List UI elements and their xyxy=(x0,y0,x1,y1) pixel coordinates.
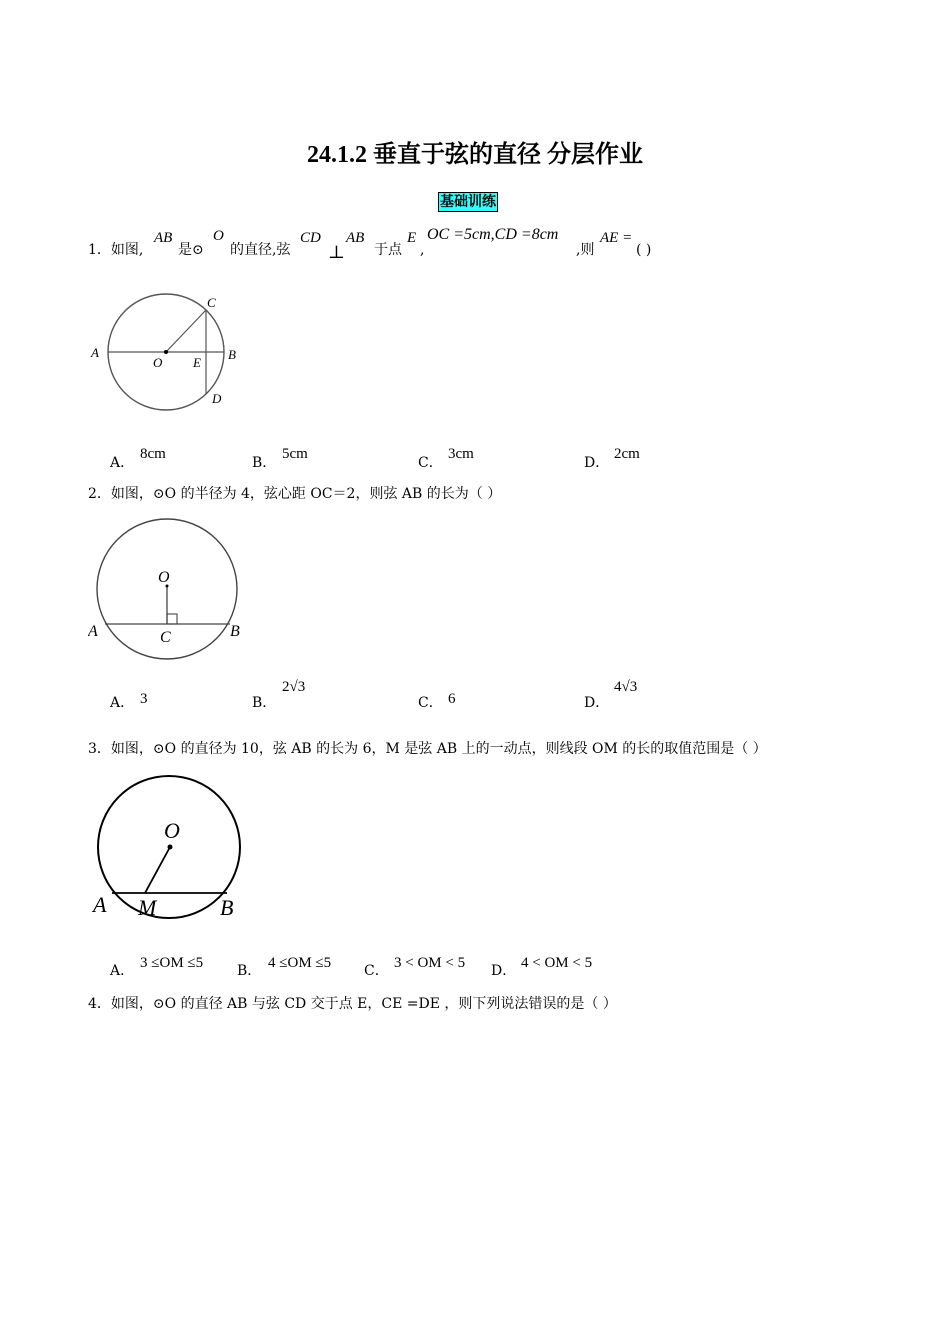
question-4-text: 4．如图，⊙O 的直径 AB 与弦 CD 交于点 E，CE =DE ，则下列说法错误的是（ ） xyxy=(88,996,617,1012)
q3-figure xyxy=(88,770,253,920)
q2-option-b-label: B． xyxy=(252,695,277,711)
q2-right-angle xyxy=(167,614,177,624)
q3-option-d-label: D． xyxy=(491,963,517,979)
question-3-text: 3．如图，⊙O 的直径为 10，弦 AB 的长为 6，M 是弦 AB 上的一动点，则线段 OM 的长的取值范围是（ ） xyxy=(88,741,767,757)
q2-option-b-value: 2√3 xyxy=(282,679,306,695)
q1-e: E xyxy=(407,230,417,246)
q1-label-a: A xyxy=(91,345,99,360)
q1-ae: AE = xyxy=(600,230,633,246)
question-1-number: 1．如图, xyxy=(88,242,144,258)
q3-option-b-label: B． xyxy=(237,963,262,979)
q2-figure xyxy=(88,514,248,669)
q3-label-m: M xyxy=(138,895,157,920)
q1-text-1: 是⊙ xyxy=(178,242,204,258)
q1-label-b: B xyxy=(228,347,236,362)
page-title: 24.1.2 垂直于弦的直径 分层作业 xyxy=(307,142,643,168)
q3-label-o: O xyxy=(164,818,180,843)
q1-text-2: 的直径,弦 xyxy=(230,242,291,258)
q3-option-a-label: A． xyxy=(110,963,135,979)
q1-option-b-label: B． xyxy=(252,455,277,471)
q1-perp: ⊥ xyxy=(328,242,345,262)
question-2-text: 2．如图，⊙O 的半径为 4，弦心距 OC＝2，则弦 AB 的长为（ ） xyxy=(88,486,502,502)
q1-radius-oc xyxy=(166,310,206,352)
q3-option-c-value: 3 < OM < 5 xyxy=(394,955,466,971)
q3-label-b: B xyxy=(220,895,234,920)
q1-option-b-value: 5cm xyxy=(282,446,308,462)
q3-label-a: A xyxy=(93,892,107,917)
q3-option-c-label: C． xyxy=(364,963,389,979)
q2-option-c-value: 6 xyxy=(448,691,456,707)
q1-paren: ( ) xyxy=(636,242,652,258)
q3-center-dot xyxy=(168,845,173,850)
q1-option-c-label: C． xyxy=(418,455,443,471)
q1-label-e: E xyxy=(193,355,201,370)
q2-option-a-value: 3 xyxy=(140,691,148,707)
q1-label-c: C xyxy=(207,295,216,310)
q1-ab-2: AB xyxy=(346,230,365,246)
q3-option-d-value: 4 < OM < 5 xyxy=(521,955,593,971)
q2-label-a: A xyxy=(88,623,98,640)
q2-option-a-label: A． xyxy=(110,695,135,711)
q1-cd: CD xyxy=(300,230,321,246)
q1-option-d-value: 2cm xyxy=(614,446,640,462)
section-label: 基础训练 xyxy=(440,194,496,210)
q1-condition: OC =5cm,CD =8cm xyxy=(427,226,559,243)
q1-comma: , xyxy=(420,242,425,258)
q1-o: O xyxy=(213,228,224,244)
q2-option-d-label: D． xyxy=(584,695,610,711)
q2-option-c-label: C． xyxy=(418,695,443,711)
q2-label-c: C xyxy=(160,629,171,646)
q1-option-a-value: 8cm xyxy=(140,446,166,462)
q2-option-d-value: 4√3 xyxy=(614,679,638,695)
q1-text-3: 于点 xyxy=(374,242,402,258)
q1-text-4: ,则 xyxy=(576,242,595,258)
q1-label-o: O xyxy=(153,355,163,370)
q3-option-b-value: 4 ≤OM ≤5 xyxy=(268,955,332,971)
q1-center-dot xyxy=(164,350,168,354)
q1-option-d-label: D． xyxy=(584,455,610,471)
q1-label-d: D xyxy=(212,391,222,406)
q1-ab: AB xyxy=(154,230,173,246)
q3-option-a-value: 3 ≤OM ≤5 xyxy=(140,955,204,971)
q2-label-o: O xyxy=(158,569,170,586)
q2-label-b: B xyxy=(230,623,240,640)
q1-option-a-label: A． xyxy=(110,455,135,471)
q1-option-c-value: 3cm xyxy=(448,446,474,462)
q3-segment-om xyxy=(145,847,170,893)
q1-figure xyxy=(88,290,248,415)
